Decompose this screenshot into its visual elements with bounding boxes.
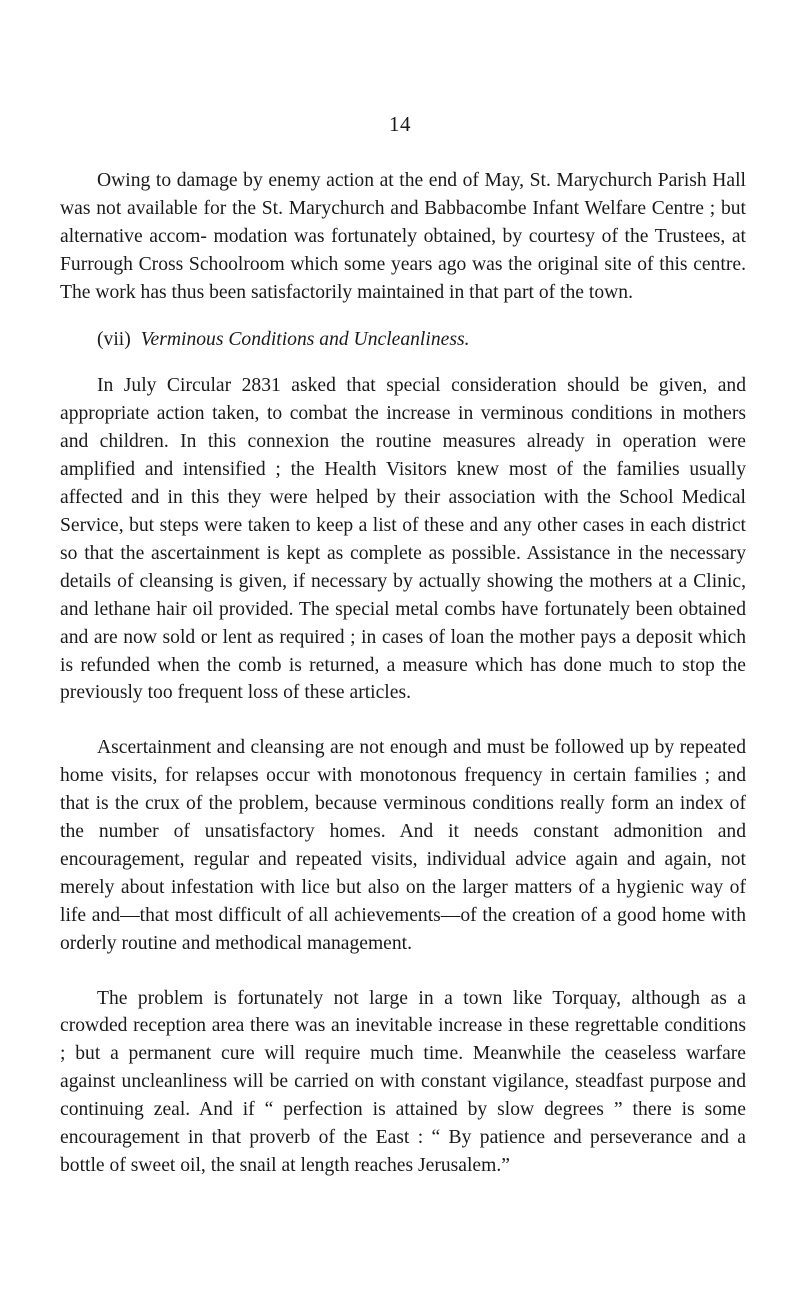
section-heading — [60, 326, 746, 354]
paragraph-torquay: The problem is fortunately not large in a town like Torquay, although as a crowded reception area there was an inevitable increase in these regrettable conditions ; but a permanent cure will require much time. Meanwhile the ceaseless warfare against uncleanliness will be carried on with constant vigilance, steadfast purpose and continuing zeal. And if “ perfection is attained by slow degrees ” there is some encouragement in that proverb of the East : “ By patience and perseverance and a bottle of sweet oil, the snail at length reaches Jerusalem.” — [60, 987, 746, 1176]
body-text — [60, 167, 746, 1180]
section-title: Verminous Conditions and Uncleanliness. — [140, 328, 470, 350]
paragraph-circular: In July Circular 2831 asked that special consideration should be given, and appropriate action taken, to combat the increase in verminous conditions in mothers and children. In this connexion the routine measures already in operation were amplified and intensified ; the Health Visitors knew most of the families usually affected and in this they were helped by their association with the School Medical Service, but steps were taken to keep a list of these and any other cases in each district so that the ascertainment is kept as complete as possible. Assistance in the necessary details of cleansing is given, if necessary by actually showing the mothers at a Clinic, and lethane hair oil provided. The special metal combs have fortunately been obtained and are now sold or lent as required ; in cases of loan the mother pays a deposit which is refunded when the comb is returned, a measure which has done much to stop the previously too frequent loss of these articles. — [60, 375, 746, 704]
paragraph-ascertainment: Ascertainment and cleansing are not enough and must be followed up by repeated home visits, for relapses occur with monotonous frequency in certain families ; and that is the crux of the problem, because verminous conditions really form an index of the number of unsatisfactory homes. And it needs constant admonition and encouragement, regular and repeated visits, individual advice again and again, not merely about infestation with lice but also on the larger matters of a hygienic way of life and—that most difficult of all achievements—of the creation of a good home with orderly routine and methodical management. — [60, 737, 746, 954]
page-number: 14 — [389, 112, 411, 136]
section-numeral: (vii) — [97, 328, 131, 350]
paragraph-welfare-centre: Owing to damage by enemy action at the end of May, St. Marychurch Parish Hall was not available for the St. Marychurch and Babbacombe Infant Welfare Centre ; but alternative accom- modation was fortunately obtained, by courtesy of the Trustees, at Furrough Cross Schoolroom which some years ago was the original site of this centre. The work has thus been satisfactorily maintained in that part of the town. — [60, 170, 746, 303]
